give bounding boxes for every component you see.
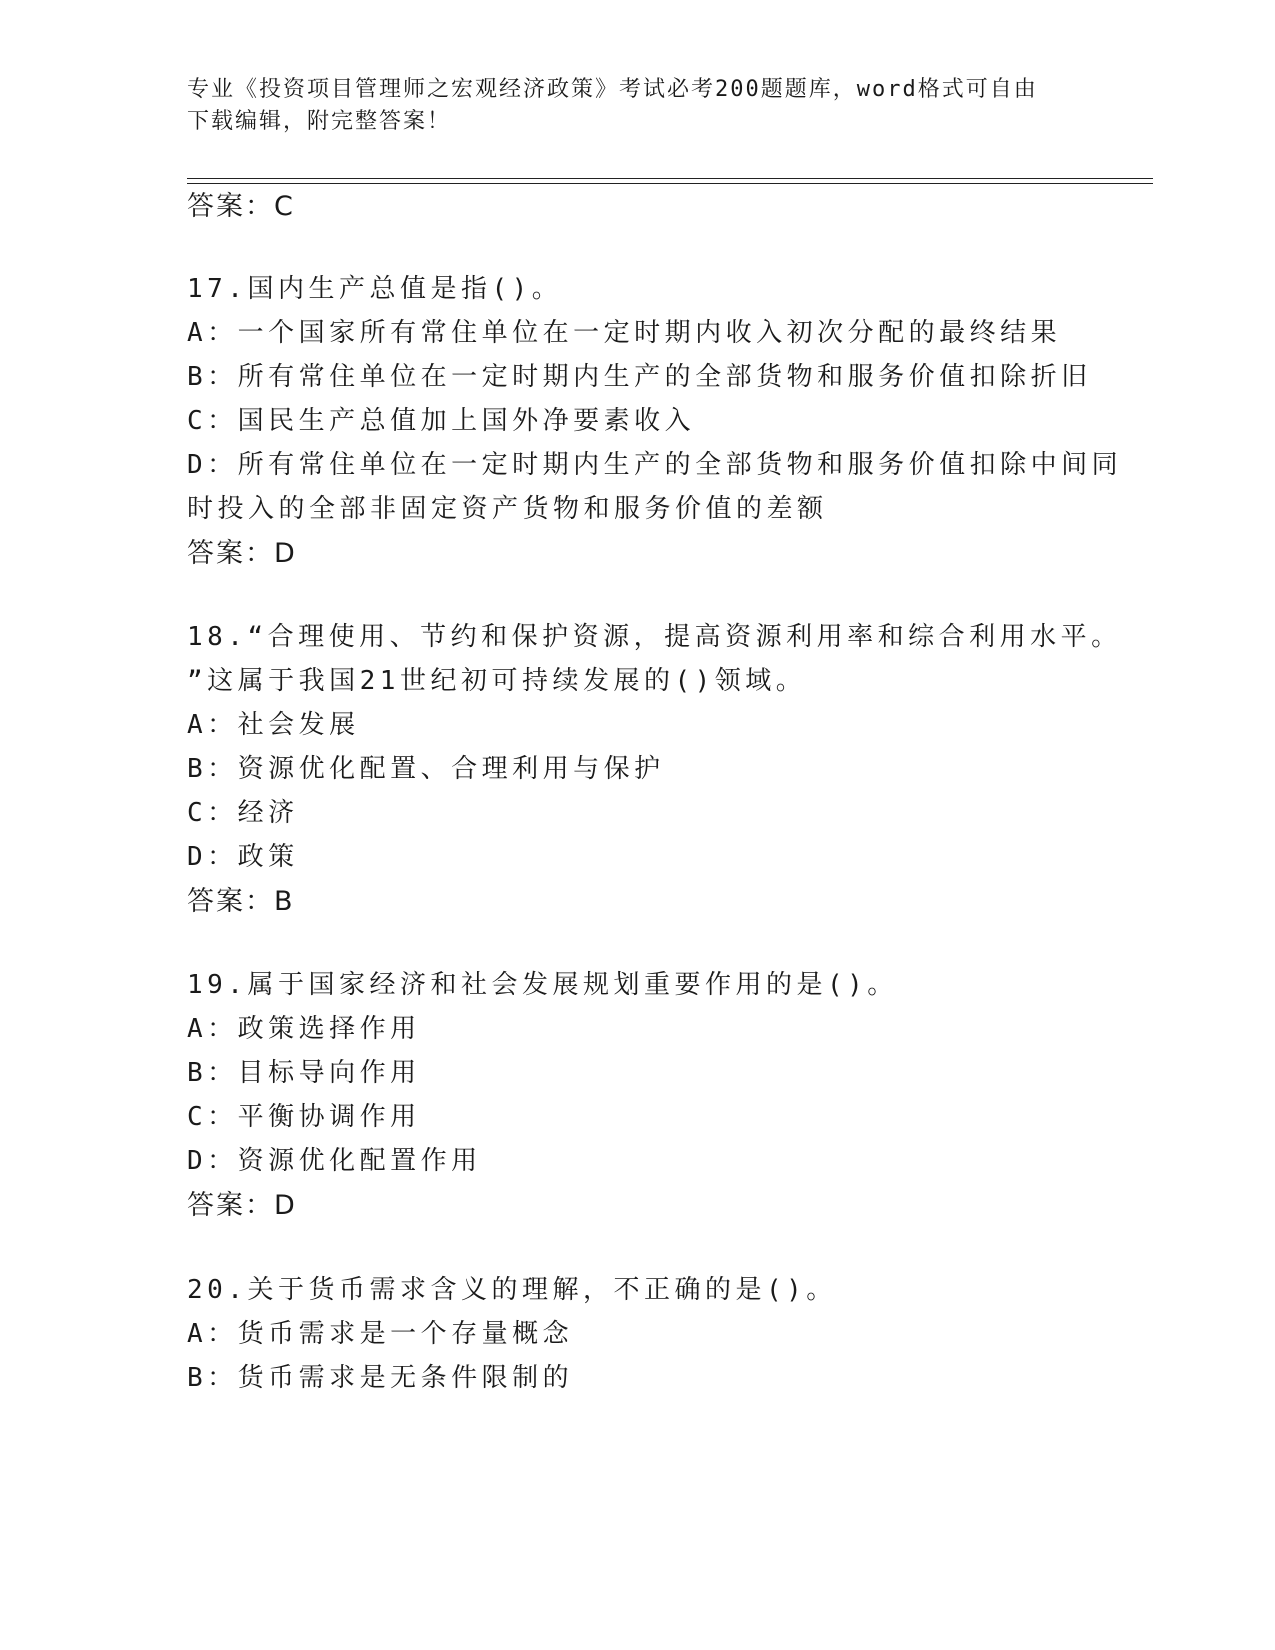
answer-17: 答案：D: [187, 538, 297, 569]
question-18-option-a: A：社会发展: [187, 710, 360, 740]
question-18-stem-line-2: ”这属于我国21世纪初可持续发展的()领域。: [187, 666, 807, 696]
question-19-option-d: D：资源优化配置作用: [187, 1146, 482, 1176]
question-17-option-d-line-2: 时投入的全部非固定资产货物和服务价值的差额: [187, 494, 828, 524]
answer-19: 答案：D: [187, 1190, 297, 1221]
question-18-option-b: B：资源优化配置、合理利用与保护: [187, 754, 665, 784]
document-header: [187, 74, 1087, 138]
question-18-option-c: C：经济: [187, 798, 299, 828]
answer-18: 答案：B: [187, 886, 295, 917]
question-17-option-a: A：一个国家所有常住单位在一定时期内收入初次分配的最终结果: [187, 318, 1062, 348]
question-17-option-d-line-1: D：所有常住单位在一定时期内生产的全部货物和服务价值扣除中间同: [187, 450, 1123, 480]
answer-16: 答案：C: [187, 191, 295, 222]
question-20-option-b: B：货币需求是无条件限制的: [187, 1363, 574, 1393]
question-18-option-d: D：政策: [187, 842, 299, 872]
question-20-stem: 20.关于货币需求含义的理解，不正确的是()。: [187, 1275, 837, 1305]
question-17-stem: 17.国内生产总值是指()。: [187, 274, 563, 304]
question-18-stem-line-1: 18.“合理使用、节约和保护资源，提高资源利用率和综合利用水平。: [187, 622, 1122, 652]
question-19-option-a: A：政策选择作用: [187, 1014, 421, 1044]
question-17-option-c: C：国民生产总值加上国外净要素收入: [187, 406, 696, 436]
header-line-1: 专业《投资项目管理师之宏观经济政策》考试必考200题题库，word格式可自由: [187, 77, 1038, 102]
header-line-2: 下载编辑，附完整答案！: [187, 109, 452, 134]
header-divider-bottom: [187, 183, 1153, 184]
header-divider-top: [187, 178, 1153, 179]
question-19-option-b: B：目标导向作用: [187, 1058, 421, 1088]
question-17-option-b: B：所有常住单位在一定时期内生产的全部货物和服务价值扣除折旧: [187, 362, 1092, 392]
question-20-option-a: A：货币需求是一个存量概念: [187, 1319, 574, 1349]
question-19-stem: 19.属于国家经济和社会发展规划重要作用的是()。: [187, 970, 898, 1000]
question-19-option-c: C：平衡协调作用: [187, 1102, 421, 1132]
